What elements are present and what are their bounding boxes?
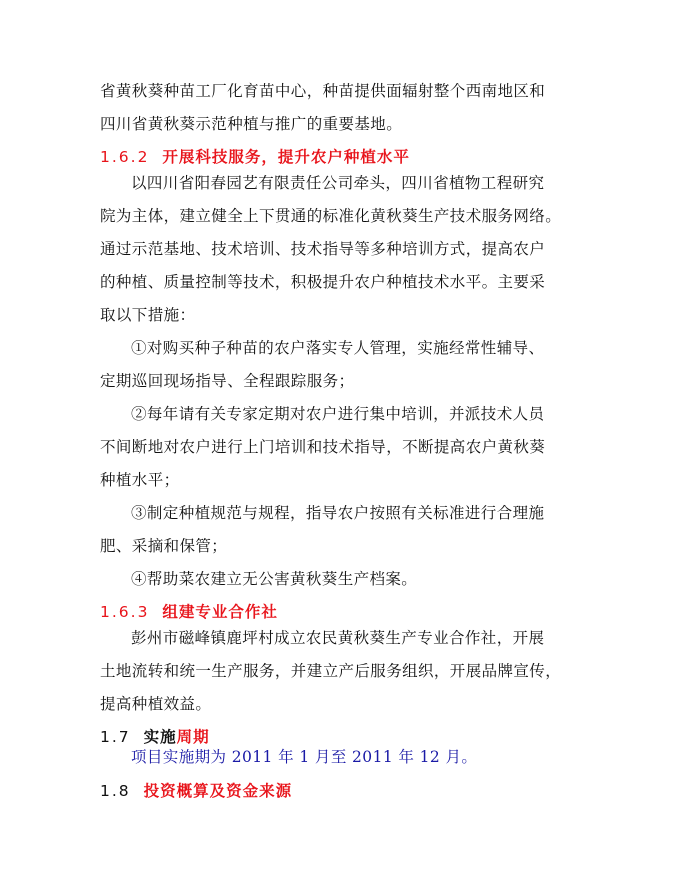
paragraph-line: 的种植、质量控制等技术，积极提升农户种植技术水平。主要采	[100, 273, 546, 291]
measure-2-line-2: 不间断地对农户进行上门培训和技术指导，不断提高农户黄秋葵	[100, 438, 546, 456]
section-heading-1-6-2	[100, 146, 410, 168]
paragraph-line: 院为主体，建立健全上下贯通的标准化黄秋葵生产技术服务网络。	[100, 207, 562, 225]
paragraph-line: 提高种植效益。	[100, 695, 212, 713]
intro-line-1: 省黄秋葵种苗工厂化育苗中心，种苗提供面辐射整个西南地区和	[100, 82, 546, 100]
paragraph-line: 通过示范基地、技术培训、技术指导等多种培训方式，提高农户	[100, 240, 546, 258]
paragraph-line: 彭州市磁峰镇鹿坪村成立农民黄秋葵生产专业合作社，开展	[131, 629, 545, 647]
section-title: 开展科技服务，提升农户种植水平	[162, 148, 410, 166]
section-number: 1.8	[100, 782, 131, 800]
section-number: 1.6.2	[100, 148, 150, 166]
section-title: 投资概算及资金来源	[143, 782, 293, 800]
section-title-part-1: 实施	[143, 728, 177, 746]
section-number: 1.7	[100, 728, 131, 746]
section-number: 1.6.3	[100, 603, 150, 621]
section-heading-1-7	[100, 726, 210, 748]
measure-1-line-1: ①对购买种子种苗的农户落实专人管理，实施经常性辅导、	[131, 339, 545, 357]
paragraph-line: 以四川省阳春园艺有限责任公司牵头，四川省植物工程研究	[131, 174, 545, 192]
schedule-text: 项目实施期为 2011 年 1 月至 2011 年 12 月。	[131, 748, 478, 766]
measure-4-line-1: ④帮助菜农建立无公害黄秋葵生产档案。	[131, 570, 418, 588]
section-heading-1-8	[100, 780, 292, 802]
paragraph-line: 取以下措施：	[100, 306, 196, 324]
measure-2-line-1: ②每年请有关专家定期对农户进行集中培训，并派技术人员	[131, 405, 545, 423]
section-title: 组建专业合作社	[162, 603, 278, 621]
section-heading-1-6-3	[100, 601, 278, 623]
measure-3-line-1: ③制定种植规范与规程，指导农户按照有关标准进行合理施	[131, 504, 545, 522]
section-title-part-2: 周期	[176, 728, 210, 746]
paragraph-line: 土地流转和统一生产服务，并建立产后服务组织，开展品牌宣传，	[100, 662, 562, 680]
measure-3-line-2: 肥、采摘和保管；	[100, 537, 228, 555]
measure-2-line-3: 种植水平；	[100, 471, 180, 489]
measure-1-line-2: 定期巡回现场指导、全程跟踪服务；	[100, 372, 355, 390]
intro-line-2: 四川省黄秋葵示范种植与推广的重要基地。	[100, 115, 403, 133]
